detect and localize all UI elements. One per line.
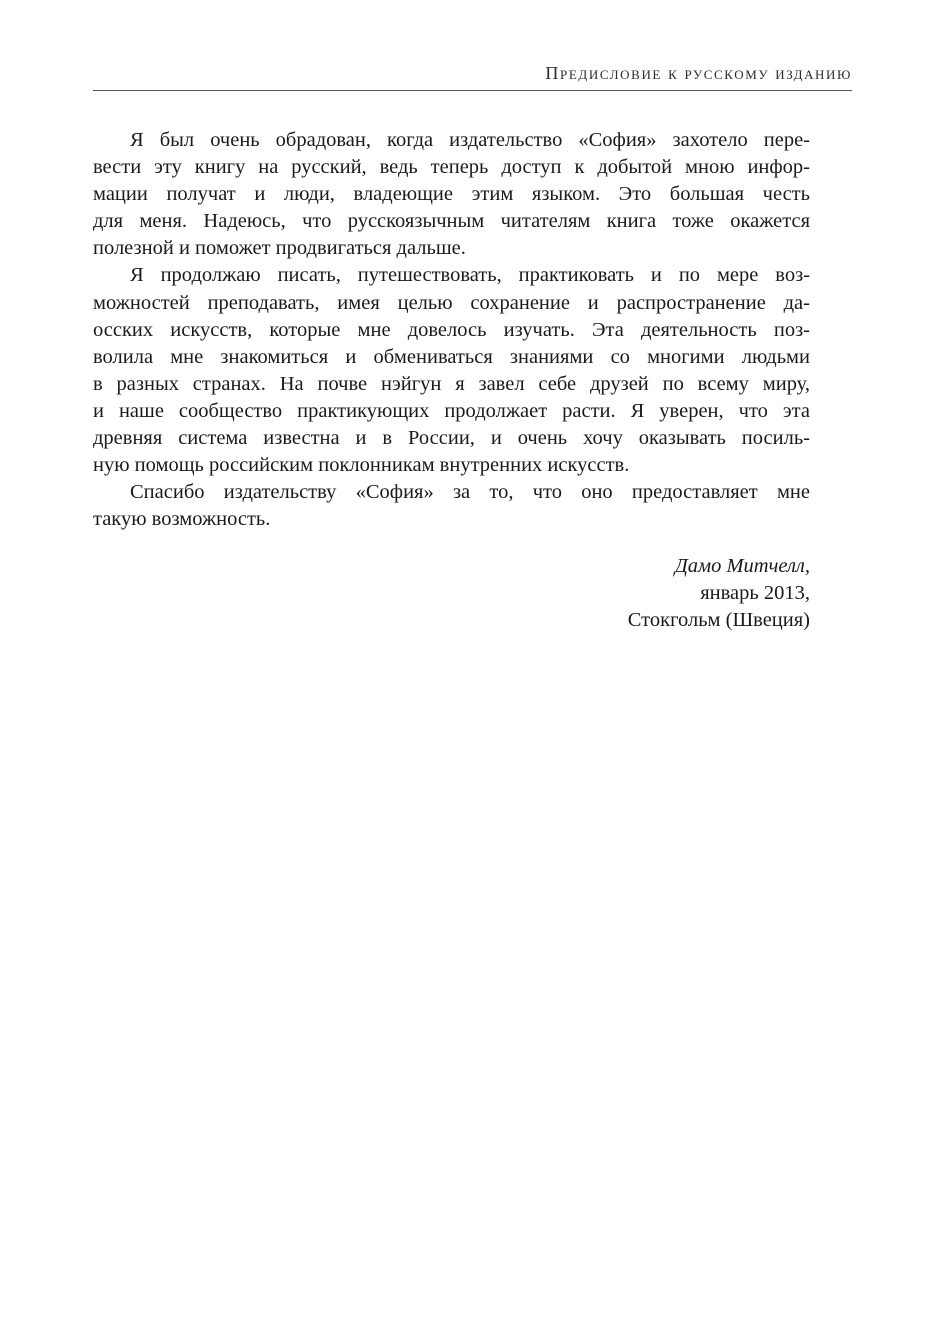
paragraph-line: можностей преподавать, имея целью сохранение и распространение да- xyxy=(93,291,810,314)
paragraph-line: и наше сообщество практикующих продолжает расти. Я уверен, что эта xyxy=(93,399,810,422)
paragraph-line: такую возможность. xyxy=(93,508,271,531)
author-name: Дамо Митчелл, xyxy=(674,555,810,577)
body-text xyxy=(93,127,810,533)
paragraph-line: осских искусств, которые мне довелось изучать. Эта деятельность поз- xyxy=(93,318,810,341)
paragraph-line: полезной и поможет продвигаться дальше. xyxy=(93,237,466,260)
paragraph-line: древняя система известна и в России, и очень хочу оказывать посиль- xyxy=(93,427,810,450)
paragraph-line: Я был очень обрадован, когда издательство «София» захотело пере- xyxy=(130,129,810,151)
paragraph-line: мации получат и люди, владеющие этим языком. Это большая честь xyxy=(93,183,810,206)
paragraph-line: ную помощь российским поклонникам внутренних искусств. xyxy=(93,454,630,477)
paragraph-2 xyxy=(93,262,810,479)
signature-place: Стокгольм (Швеция) xyxy=(627,609,810,632)
signature xyxy=(628,553,810,634)
paragraph-line: Я продолжаю писать, путешествовать, практиковать и по мере воз- xyxy=(130,264,810,287)
running-head: Предисловие к русскому изданию xyxy=(545,63,852,83)
paragraph-line: волила мне знакомиться и обмениваться знаниями со многими людьми xyxy=(93,345,810,368)
paragraph-line: Спасибо издательству «София» за то, что оно предоставляет мне xyxy=(130,481,810,504)
signature-date: январь 2013, xyxy=(700,582,810,605)
paragraph-1 xyxy=(93,127,810,262)
paragraph-3 xyxy=(93,479,810,533)
header-rule xyxy=(93,90,852,91)
paragraph-line: в разных странах. На почве нэйгун я завел себе друзей по всему миру, xyxy=(93,372,810,395)
paragraph-line: для меня. Надеюсь, что русскоязычным читателям книга тоже окажется xyxy=(93,210,810,233)
paragraph-line: вести эту книгу на русский, ведь теперь доступ к добытой мною инфор- xyxy=(93,156,810,179)
